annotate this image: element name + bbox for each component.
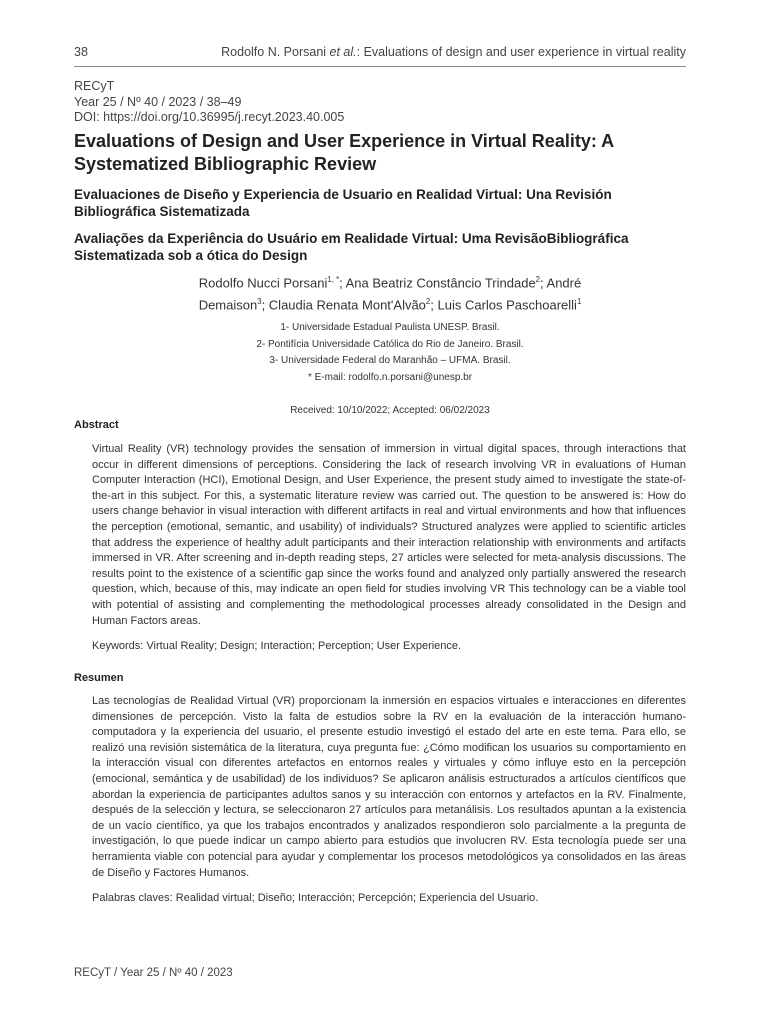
author-name: ; Luis Carlos Paschoarelli bbox=[430, 297, 577, 313]
received-dates: Received: 10/10/2022; Accepted: 06/02/2023 bbox=[290, 405, 490, 416]
contact-email: * E-mail: rodolfo.n.porsani@unesp.br bbox=[307, 371, 473, 383]
page-number: 38 bbox=[74, 45, 88, 59]
abstract-heading: Abstract bbox=[74, 419, 119, 431]
running-head-etal: et al. bbox=[329, 45, 357, 59]
author-affil-mark: 3 bbox=[257, 297, 262, 307]
running-head bbox=[221, 45, 686, 59]
journal-issue: Year 25 / Nº 40 / 2023 / 38–49 bbox=[74, 94, 242, 109]
author-line-1 bbox=[180, 270, 600, 292]
author-list bbox=[180, 270, 600, 315]
author-affil-mark: 1 bbox=[576, 297, 582, 307]
abstract-body: Virtual Reality (VR) technology provides the sensation of immersion in virtual digital spaces, through interactions that occur in different dimensions of perceptions. Considering the lack of research involving VR in evaluations of Human Computer Interaction (HCI), Emotional Design, and User Experience, the present study aimed to investigate the state-of-the-art in this subject. For this, a systematic literature review was carried out. The question to be answered is: How do users change behavior in visual interaction with different artifacts in real and virtual environments and how that influences the perception (emotional, semantic, and usability) of individuals? Structured analyzes were applied to scientific articles that address the experience of healthy adult participants and their interaction relationship with environments and artifacts immersed in VR. After screening and in-depth reading steps, 27 articles were selected for meta-analysis discussions. The results point to the existence of a scientific gap since the works found and analyzed only partially answered the research question, which, because of this, may indicate an open field for studies involving VR This technology can be a viable tool with potential of assisting and complementing the methodological processes already consolidated in the Design and Human Factors areas. bbox=[92, 443, 686, 627]
author-affil-mark: 1, * bbox=[327, 275, 340, 284]
doi-link[interactable]: DOI: https://doi.org/10.36995/j.recyt.2023.40.005 bbox=[74, 110, 345, 124]
journal-name: RECyT bbox=[74, 79, 115, 93]
affiliation-item: 1- Universidade Estadual Paulista UNESP. Brasil. bbox=[280, 322, 500, 333]
page-footer: RECyT / Year 25 / Nº 40 / 2023 bbox=[74, 967, 233, 979]
author-name: Demaison bbox=[198, 297, 258, 313]
title-portuguese: Avaliações da Experiência do Usuário em Realidade Virtual: Uma RevisãoBibliográfica Sistematizada sob a ótica do Design bbox=[74, 231, 629, 263]
abstract-keywords: Keywords: Virtual Reality; Design; Interaction; Perception; User Experience. bbox=[92, 640, 462, 652]
header-divider bbox=[74, 66, 686, 67]
affiliation-item: 2- Pontifícia Universidade Católica do Rio de Janeiro. Brasil. bbox=[256, 338, 524, 350]
title-english: Evaluations of Design and User Experience in Virtual Reality: A Systematized Bibliographic Review bbox=[74, 131, 614, 174]
resumen-heading: Resumen bbox=[74, 672, 124, 684]
resumen-body: Las tecnologías de Realidad Virtual (VR) proporcionam la inmersión en espacios virtuales e interacciones en diferentes dimensiones de percepción. Visto la falta de estudios sobre la RV en la evaluación de la interacción humano-computadora y la experiencia del usuario, el presente estudio investigó el estado del arte en este tema. Para ello, se realizó una revisión sistemática de la literatura, cuya pregunta fue: ¿Cómo modifican los usuarios su comportamiento en la interacción visual con diferentes artefactos en entornos reales y virtuales y cómo influye esto en la percepción (emocional, semántica y de usabilidad) de los individuos? Se aplicaron análisis estructurados a artículos científicos que abordan la experiencia de participantes adultos sanos y su interacción con entornos y artefactos en la RV. Finalmente, después de la selección y lectura, se seleccionaron 27 artículos para metanálisis. Los resultados apuntan a la existencia de un vacío científico, ya que los trabajos encontrados y analizados respondieron solo parcialmente a la pregunta de investigación, lo que puede indicar un campo abierto para estudios que involucren RV. Esta tecnología puede ser una herramienta viable con potencial para ayudar y complementar los procesos metodológicos ya consolidados en las áreas de Diseño y Factores Humanos. bbox=[92, 695, 686, 879]
affiliation-item: 3- Universidade Federal do Maranhão – UFMA. Brasil. bbox=[269, 355, 511, 366]
journal-meta bbox=[74, 79, 344, 126]
affiliation-list bbox=[180, 320, 600, 386]
author-name: Rodolfo Nucci Porsani bbox=[198, 275, 328, 291]
author-line-2 bbox=[180, 292, 600, 314]
running-head-author: Rodolfo N. Porsani bbox=[221, 45, 330, 59]
author-affil-mark: 2 bbox=[425, 297, 431, 307]
author-name: ; Claudia Renata Mont'Alvão bbox=[261, 297, 426, 313]
author-name: ; Ana Beatriz Constâncio Trindade bbox=[339, 275, 536, 291]
author-affil-mark: 2 bbox=[535, 275, 541, 284]
running-head-title: : Evaluations of design and user experience in virtual reality bbox=[356, 45, 686, 59]
resumen-keywords: Palabras claves: Realidad virtual; Diseño; Interacción; Percepción; Experiencia del Usuario. bbox=[92, 892, 539, 904]
author-name: ; André bbox=[540, 275, 582, 291]
title-spanish: Evaluaciones de Diseño y Experiencia de Usuario en Realidad Virtual: Una Revisión Bibliográfica Sistematizada bbox=[74, 187, 612, 219]
